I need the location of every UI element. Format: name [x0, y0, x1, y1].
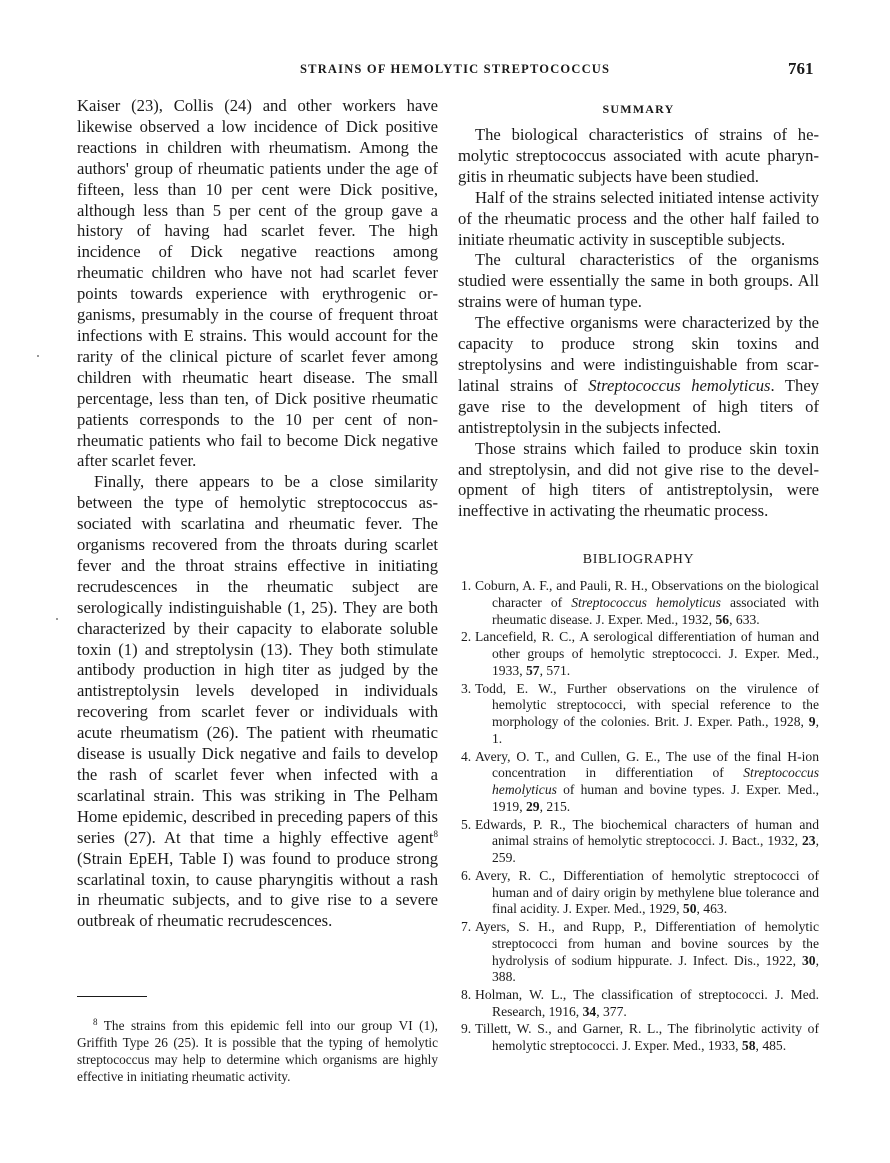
- body-paragraph: [77, 472, 438, 932]
- summary-heading: SUMMARY: [602, 102, 675, 116]
- bibliography-entry: [458, 919, 819, 986]
- text-run: , 463.: [696, 901, 728, 917]
- entry-text: [475, 629, 819, 678]
- entry-text: [475, 749, 819, 814]
- summary-paragraph: [458, 313, 819, 438]
- text-run: Those strains which failed to produce skin toxin and streptolysin, and did not give rise to the development of high titers of antistreptolysin, were ineffective in activating the rheumatic process.: [458, 438, 819, 521]
- text-run: Holman, W. L., The classification of streptococci. J. Med. Research, 1916,: [475, 986, 819, 1019]
- volume-number: 34: [582, 1003, 597, 1019]
- left-column: [77, 96, 438, 932]
- summary-paragraph: [458, 125, 819, 188]
- bibliography-entry: [458, 817, 819, 867]
- bibliography-heading: BIBLIOGRAPHY: [582, 552, 695, 568]
- volume-number: 50: [682, 901, 697, 917]
- body-text: [77, 96, 438, 932]
- summary-paragraph: [458, 250, 819, 313]
- entry-text: [475, 919, 819, 984]
- bibliography-entry: [458, 749, 819, 816]
- bibliography-entry: [458, 578, 819, 628]
- text-run: , 377.: [596, 1003, 627, 1019]
- text-run: associated with rheumatic disease. J. Exper. Med., 1932,: [492, 595, 820, 627]
- entry-number: 6.: [461, 867, 472, 883]
- bibliography-entry: [458, 1021, 819, 1055]
- species-name: Streptococcus hemolyticus: [571, 595, 721, 611]
- volume-number: 58: [741, 1038, 756, 1054]
- bibliography-entry: [458, 987, 819, 1021]
- text-run: of human and bovine types. J. Exper. Med., 1919,: [492, 782, 819, 814]
- text-run: , 571.: [539, 663, 571, 678]
- entry-number: 5.: [461, 816, 472, 832]
- summary-paragraph: [458, 439, 819, 523]
- entry-text: [475, 1021, 819, 1053]
- text-run: Todd, E. W., Further observations on the virulence of hemolytic streptococci, with special reference to the morphology of the colonies. Brit. J. Exper. Path., 1928,: [475, 680, 819, 730]
- text-run: , 485.: [755, 1038, 787, 1054]
- entry-number: 3.: [461, 680, 472, 696]
- running-head-title: STRAINS OF HEMOLYTIC STREPTOCOCCUS: [300, 62, 611, 76]
- text-run: Coburn, A. F., and Pauli, R. H., Observations on the biological character of: [475, 578, 819, 611]
- volume-number: 30: [802, 952, 816, 968]
- text-run: The biological characteristics of strains of hemolytic streptococcus associated with acute pharyngitis in rheumatic subjects have been studied.: [458, 125, 819, 186]
- entry-number: 8.: [461, 986, 472, 1002]
- entry-number: 2.: [461, 629, 472, 645]
- text-run: Lancefield, R. C., A serological differentiation of human and other groups of hemolytic streptococci. J. Exper. Med., 1933,: [475, 629, 819, 678]
- body-paragraph: [77, 96, 438, 472]
- summary-paragraph: [458, 188, 819, 251]
- entry-number: 7.: [461, 918, 472, 934]
- footnote-reference: 8: [433, 828, 438, 839]
- text-run: Avery, R. C., Differentiation of hemolytic streptococci of human and of dairy origin by methylene blue tolerance and final acidity. J. Exper. Med., 1929,: [475, 867, 819, 917]
- text-run: Kaiser (23), Collis (24) and other workers have likewise observed a low incidence of Dick positive reactions in children with rheumatism. Among the authors' group of rheumatic patients under the age of fifteen, less than 10 per cent were Dick positive, although less than 5 per cent of the group gave a history of having had scarlet fever. The high incidence of Dick negative reactions among rheumatic children who have not had scarlet fever points towards experience with erythrogenic organisms, presumably in the course of frequent throat infections with E strains. This would account for the rarity of the clinical picture of scarlet fever among children with rheumatic heart disease. The small percentage, less than ten, of Dick positive rheumatic patients corresponds to the 10 per cent of non-rheumatic patients who fail to become Dick negative after scarlet fever.: [77, 96, 438, 471]
- volume-number: 29: [525, 798, 540, 814]
- volume-number: 9: [808, 714, 816, 730]
- text-run: , 215.: [539, 798, 571, 814]
- text-run: Avery, O. T., and Cullen, G. E., The use of the final H-ion concentration in differentiation of: [475, 748, 819, 781]
- text-run: The cultural characteristics of the organisms studied were essentially the same in both groups. All strains were of human type.: [458, 250, 819, 312]
- bibliography-entry: [458, 681, 819, 748]
- text-run: , 633.: [729, 611, 760, 627]
- entry-number: 9.: [461, 1021, 472, 1037]
- page-number: 761: [788, 59, 814, 78]
- entry-number: 4.: [461, 748, 472, 764]
- scan-speck: [56, 618, 58, 620]
- footnote-text: The strains from this epidemic fell into our group VI (1), Griffith Type 26 (25). It is possible that the typing of hemolytic streptococcus may help to determine which organisms are highly effective in initiating rheumatic activity.: [77, 1018, 438, 1084]
- text-run: , 259.: [492, 833, 819, 866]
- volume-number: 56: [715, 611, 730, 627]
- summary-body: [458, 125, 819, 522]
- scan-speck: [37, 355, 39, 357]
- footnote-rule: [77, 996, 147, 997]
- running-head: [0, 59, 890, 82]
- volume-number: 23: [802, 833, 816, 849]
- footnote: [77, 1014, 438, 1085]
- text-run: , 388.: [492, 952, 819, 985]
- entry-text: [475, 578, 819, 627]
- entry-number: 1.: [461, 578, 472, 594]
- bibliography-entry: [458, 629, 819, 679]
- text-run: , 1.: [492, 714, 819, 746]
- text-run: (Strain EpEH, Table I) was found to produce strong scarlatinal toxin, to cause pharyngitis without a rash in rheumatic subjects, and to give rise to a severe outbreak of rheumatic recrudescences.: [77, 848, 438, 931]
- entry-text: [475, 868, 819, 917]
- entry-text: [475, 987, 819, 1019]
- species-name: Streptococcus hemolyticus: [492, 765, 819, 798]
- text-run: The effective organisms were characterized by the capacity to produce strong skin toxins and streptolysins and were indistinguishable from scarlatinal strains of: [458, 313, 819, 395]
- bibliography-entry: [458, 868, 819, 918]
- footnote-mark: 8: [93, 1017, 98, 1027]
- volume-number: 57: [525, 663, 540, 678]
- entry-text: [475, 681, 819, 746]
- entry-text: [475, 817, 819, 866]
- text-run: . They gave rise to the development of high titers of antistreptolysin in the subjects infected.: [458, 375, 820, 437]
- text-run: Half of the strains selected initiated intense activity of the rheumatic process and the other half failed to initiate rheumatic activity in susceptible subjects.: [458, 187, 819, 249]
- bibliography-list: [458, 578, 819, 1055]
- text-run: Edwards, P. R., The biochemical characters of human and animal strains of hemolytic streptococci. J. Bact., 1932,: [475, 816, 819, 849]
- text-run: Ayers, S. H., and Rupp, P., Differentiation of hemolytic streptococci from human and bovine sources by the hydrolysis of sodium hippurate. J. Infect. Dis., 1922,: [475, 918, 819, 968]
- right-column: [458, 96, 819, 1056]
- text-run: Finally, there appears to be a close similarity between the type of hemolytic streptococcus associated with scarlatina and rheumatic fever. The organisms recovered from the throats during scarlet fever and the throat strains effective in initiating recrudescences in the rheumatic subject are serologically indistinguishable (1, 25). They are both characterized by their capacity to elaborate soluble toxin (1) and streptolysin (13). They both stimulate antibody production in high titer as judged by the antistreptolysin levels developed in individuals recovering from scarlet fever or individuals with acute rheumatism (26). The patient with rheumatic disease is usually Dick negative and fails to develop the rash of scarlet fever when infected with a scarlatinal strain. This was striking in The Pelham Home epidemic, described in preceding papers of this series (27). At that time a highly effective agent: [77, 472, 438, 847]
- text-run: Tillett, W. S., and Garner, R. L., The fibrinolytic activity of hemolytic streptococci. J. Exper. Med., 1933,: [475, 1021, 819, 1054]
- species-name: Streptococcus hemolyticus: [588, 375, 771, 395]
